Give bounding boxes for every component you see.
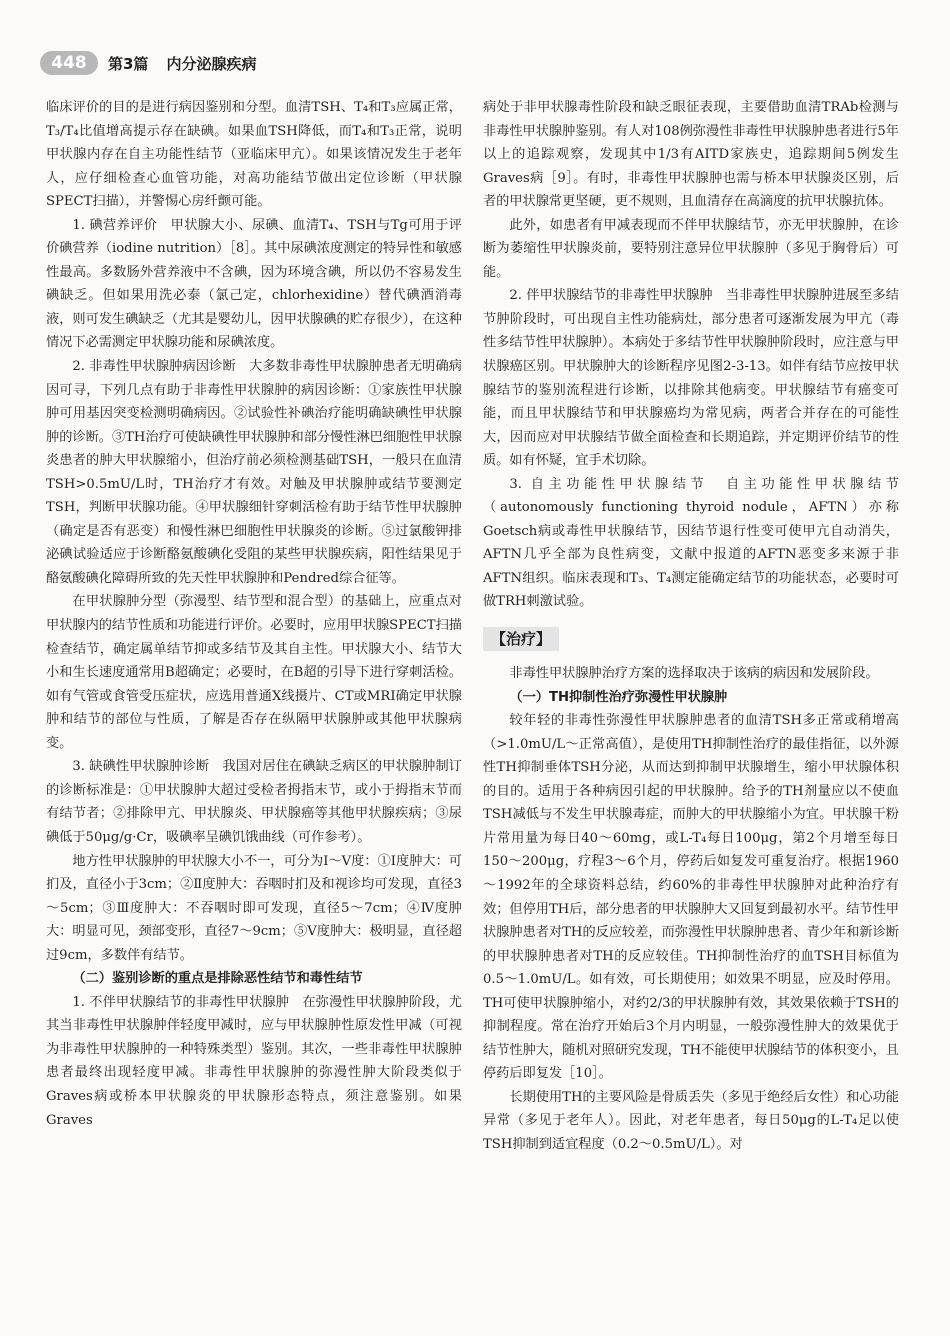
paragraph: 临床评价的目的是进行病因鉴别和分型。血清TSH、T₄和T₃应属正常，T₃/T₄比值增高提示存在缺碘。如果血TSH降低，而T₄和T₃正常，说明甲状腺内存在自主功能性结节（亚临床甲亢）。如果该情况发生于老年人，应仔细检查心血管功能，对高功能结节做出定位诊断（甲状腺SPECT扫描），并警惕心房纤颤可能。 — [46, 100, 462, 210]
page-header — [40, 50, 256, 76]
left-column — [46, 96, 462, 1132]
paragraph: 2. 非毒性甲状腺肿病因诊断 大多数非毒性甲状腺肿患者无明确病因可寻，下列几点有助于非毒性甲状腺肿的病因诊断：①家族性甲状腺肿可用基因突变检测明确病因。②试验性补碘治疗能明确缺碘性甲状腺肿的诊断。③TH治疗可使缺碘性甲状腺肿和部分慢性淋巴细胞性甲状腺炎患者的肿大甲状腺缩小，但治疗前必须检测基础TSH，一般只在血清TSH>0.5mU/L时，TH治疗才有效。对触及甲状腺肿或结节要测定TSH，判断甲状腺功能。④甲状腺细针穿刺活检有助于结节性甲状腺肿（确定是否有恶变）和慢性淋巴细胞性甲状腺炎的诊断。⑤过氯酸钾排泌碘试验适应于诊断酪氨酸碘化受阻的某些甲状腺疾病，阳性结果见于酪氨酸碘化障碍所致的先天性甲状腺肿和Pendred综合征等。 — [46, 359, 462, 586]
paragraph: 地方性甲状腺肿的甲状腺大小不一，可分为Ⅰ～Ⅴ度：①Ⅰ度肿大：可扪及，直径小于3cm；②Ⅱ度肿大：吞咽时扪及和视诊均可发现，直径3～5cm；③Ⅲ度肿大：不吞咽时即可发现，直径5～7cm；④Ⅳ度肿大：明显可见，颈部变形，直径7～9cm；⑤Ⅴ度肿大：极明显，直径超过9cm，多数伴有结节。 — [46, 853, 462, 963]
subsection-heading: （一）TH抑制性治疗弥漫性甲状腺肿 — [509, 689, 728, 705]
paragraph: 病处于非甲状腺毒性阶段和缺乏眼征表现，主要借助血清TRAb检测与非毒性甲状腺肿鉴别。有人对108例弥漫性非毒性甲状腺肿患者进行5年以上的追踪观察，发现其中1/3有AITD家族史，追踪期间5例发生Graves病［9］。有时，非毒性甲状腺肿也需与桥本甲状腺炎区别，后者的甲状腺常更坚硬，更不规则，且血清存在高滴度的抗甲状腺抗体。 — [483, 100, 899, 210]
section-heading-block — [483, 626, 899, 652]
page-number: 448 — [40, 51, 98, 75]
paragraph: 此外，如患者有甲减表现而不伴甲状腺结节，亦无甲状腺肿，在诊断为萎缩性甲状腺炎前，要特别注意异位甲状腺肿（多见于胸骨后）可能。 — [483, 217, 899, 280]
paragraph: 2. 伴甲状腺结节的非毒性甲状腺肿 当非毒性甲状腺肿进展至多结节肿阶段时，可出现自主性功能病灶，部分患者可逐渐发展为甲亢（毒性多结节性甲状腺肿）。本病处于多结节性甲状腺肿阶段时，应注意与甲状腺癌区别。甲状腺肿大的诊断程序见图2-3-13。如伴有结节应按甲状腺结节的鉴别流程进行诊断，以排除其他病变。甲状腺结节有癌变可能，而且甲状腺结节和甲状腺癌均为常见病，两者合并存在的可能性大，因而应对甲状腺结节做全面检查和长期追踪，并定期评价结节的性质。如有怀疑，宜手术切除。 — [483, 288, 899, 469]
paragraph: 3. 自主功能性甲状腺结节 自主功能性甲状腺结节（autonomously functioning thyroid nodule，AFTN）亦称Goetsch病或毒性甲状腺结节，因结节退行性变可使甲亢自动消失，AFTN几乎全部为良性病变，文献中报道的AFTN恶变多来源于非AFTN组织。临床表现和T₃、T₄测定能确定结节的功能状态，必要时可做TRH刺激试验。 — [483, 476, 899, 610]
paragraph: 长期使用TH的主要风险是骨质丢失（多见于绝经后女性）和心功能异常（多见于老年人）。因此，对老年患者，每日50μg的L-T₄足以使TSH抑制到适宜程度（0.2～0.5mU/L）。对 — [483, 1089, 899, 1152]
subsection-heading: （二）鉴别诊断的重点是排除恶性结节和毒性结节 — [72, 971, 363, 987]
paragraph: 非毒性甲状腺肿治疗方案的选择取决于该病的病因和发展阶段。 — [509, 666, 879, 682]
paragraph: 1. 碘营养评价 甲状腺大小、尿碘、血清T₄、TSH与Tg可用于评价碘营养（iodine nutrition）［8］。其中尿碘浓度测定的特异性和敏感性最高。多数肠外营养液中不含碘，因为环境含碘，所以仍不容易发生碘缺乏。但如果用洗必泰（氯己定，chlorhexidine）替代碘酒消毒液，则可发生碘缺乏（尤其是婴幼儿，因甲状腺碘的贮存很少），在这种情况下必需测定甲状腺功能和尿碘浓度。 — [46, 217, 462, 351]
part-title: 内分泌腺疾病 — [166, 54, 257, 73]
part-label: 第3篇 — [108, 54, 149, 73]
right-column — [483, 96, 899, 1157]
paragraph: 在甲状腺肿分型（弥漫型、结节型和混合型）的基础上，应重点对甲状腺内的结节性质和功能进行评价。必要时，应用甲状腺SPECT扫描检查结节，确定属单结节抑或多结节及其自主性。甲状腺大小、结节大小和生长速度通常用B超确定；必要时，在B超的引导下进行穿刺活检。如有气管或食管受压症状，应选用普通X线摄片、CT或MRI确定甲状腺肿和结节的部位与性质，了解是否存在纵隔甲状腺肿或其他甲状腺病变。 — [46, 594, 462, 751]
paragraph: 1. 不伴甲状腺结节的非毒性甲状腺肿 在弥漫性甲状腺肿阶段，尤其当非毒性甲状腺肿伴轻度甲减时，应与甲状腺肿性原发性甲减（可视为非毒性甲状腺肿的一种特殊类型）鉴别。其次，一些非毒性甲状腺肿患者最终出现轻度甲减。非毒性甲状腺肿的弥漫性肿大阶段类似于Graves病或桥本甲状腺炎的甲状腺形态特点，须注意鉴别。如果Graves — [46, 994, 462, 1128]
section-heading: 【治疗】 — [483, 627, 559, 651]
paragraph: 较年轻的非毒性弥漫性甲状腺肿患者的血清TSH多正常或稍增高（>1.0mU/L～正常高值），是使用TH抑制性治疗的最佳指征，以外源性TH抑制垂体TSH分泌，从而达到抑制甲状腺增生，缩小甲状腺体积的目的。适用于各种病因引起的甲状腺肿。给予的TH剂量应以不使血TSH减低与不发生甲状腺毒症，而肿大的甲状腺缩小为宜。甲状腺干粉片常用量为每日40～60mg，或L-T₄每日100μg，第2个月增至每日150～200μg，疗程3～6个月，停药后如复发可重复治疗。根据1960～1992年的全球资料总结，约60%的非毒性甲状腺肿对此种治疗有效；但停用TH后，部分患者的甲状腺肿大又回复到最初水平。结节性甲状腺肿患者对TH的反应较差，而弥漫性甲状腺肿患者、青少年和新诊断的甲状腺肿患者对TH的反应较佳。TH抑制性治疗的血TSH目标值为0.5～1.0mU/L。如有效，可长期使用；如效果不明显，应及时停用。TH可使甲状腺肿缩小，对约2/3的甲状腺肿有效，其效果依赖于TSH的抑制程度。常在治疗开始后3个月内明显，一般弥漫性肿大的效果优于结节性肿大，随机对照研究发现，TH不能使甲状腺结节的体积变小，且停药后即复发［10］。 — [483, 713, 899, 1082]
paragraph: 3. 缺碘性甲状腺肿诊断 我国对居住在碘缺乏病区的甲状腺肿制订的诊断标准是：①甲状腺肿大超过受检者拇指末节，或小于拇指末节而有结节者；②排除甲亢、甲状腺炎、甲状腺癌等其他甲状腺疾病；③尿碘低于50μg/g·Cr，吸碘率呈碘饥饿曲线（可作参考）。 — [46, 759, 462, 845]
